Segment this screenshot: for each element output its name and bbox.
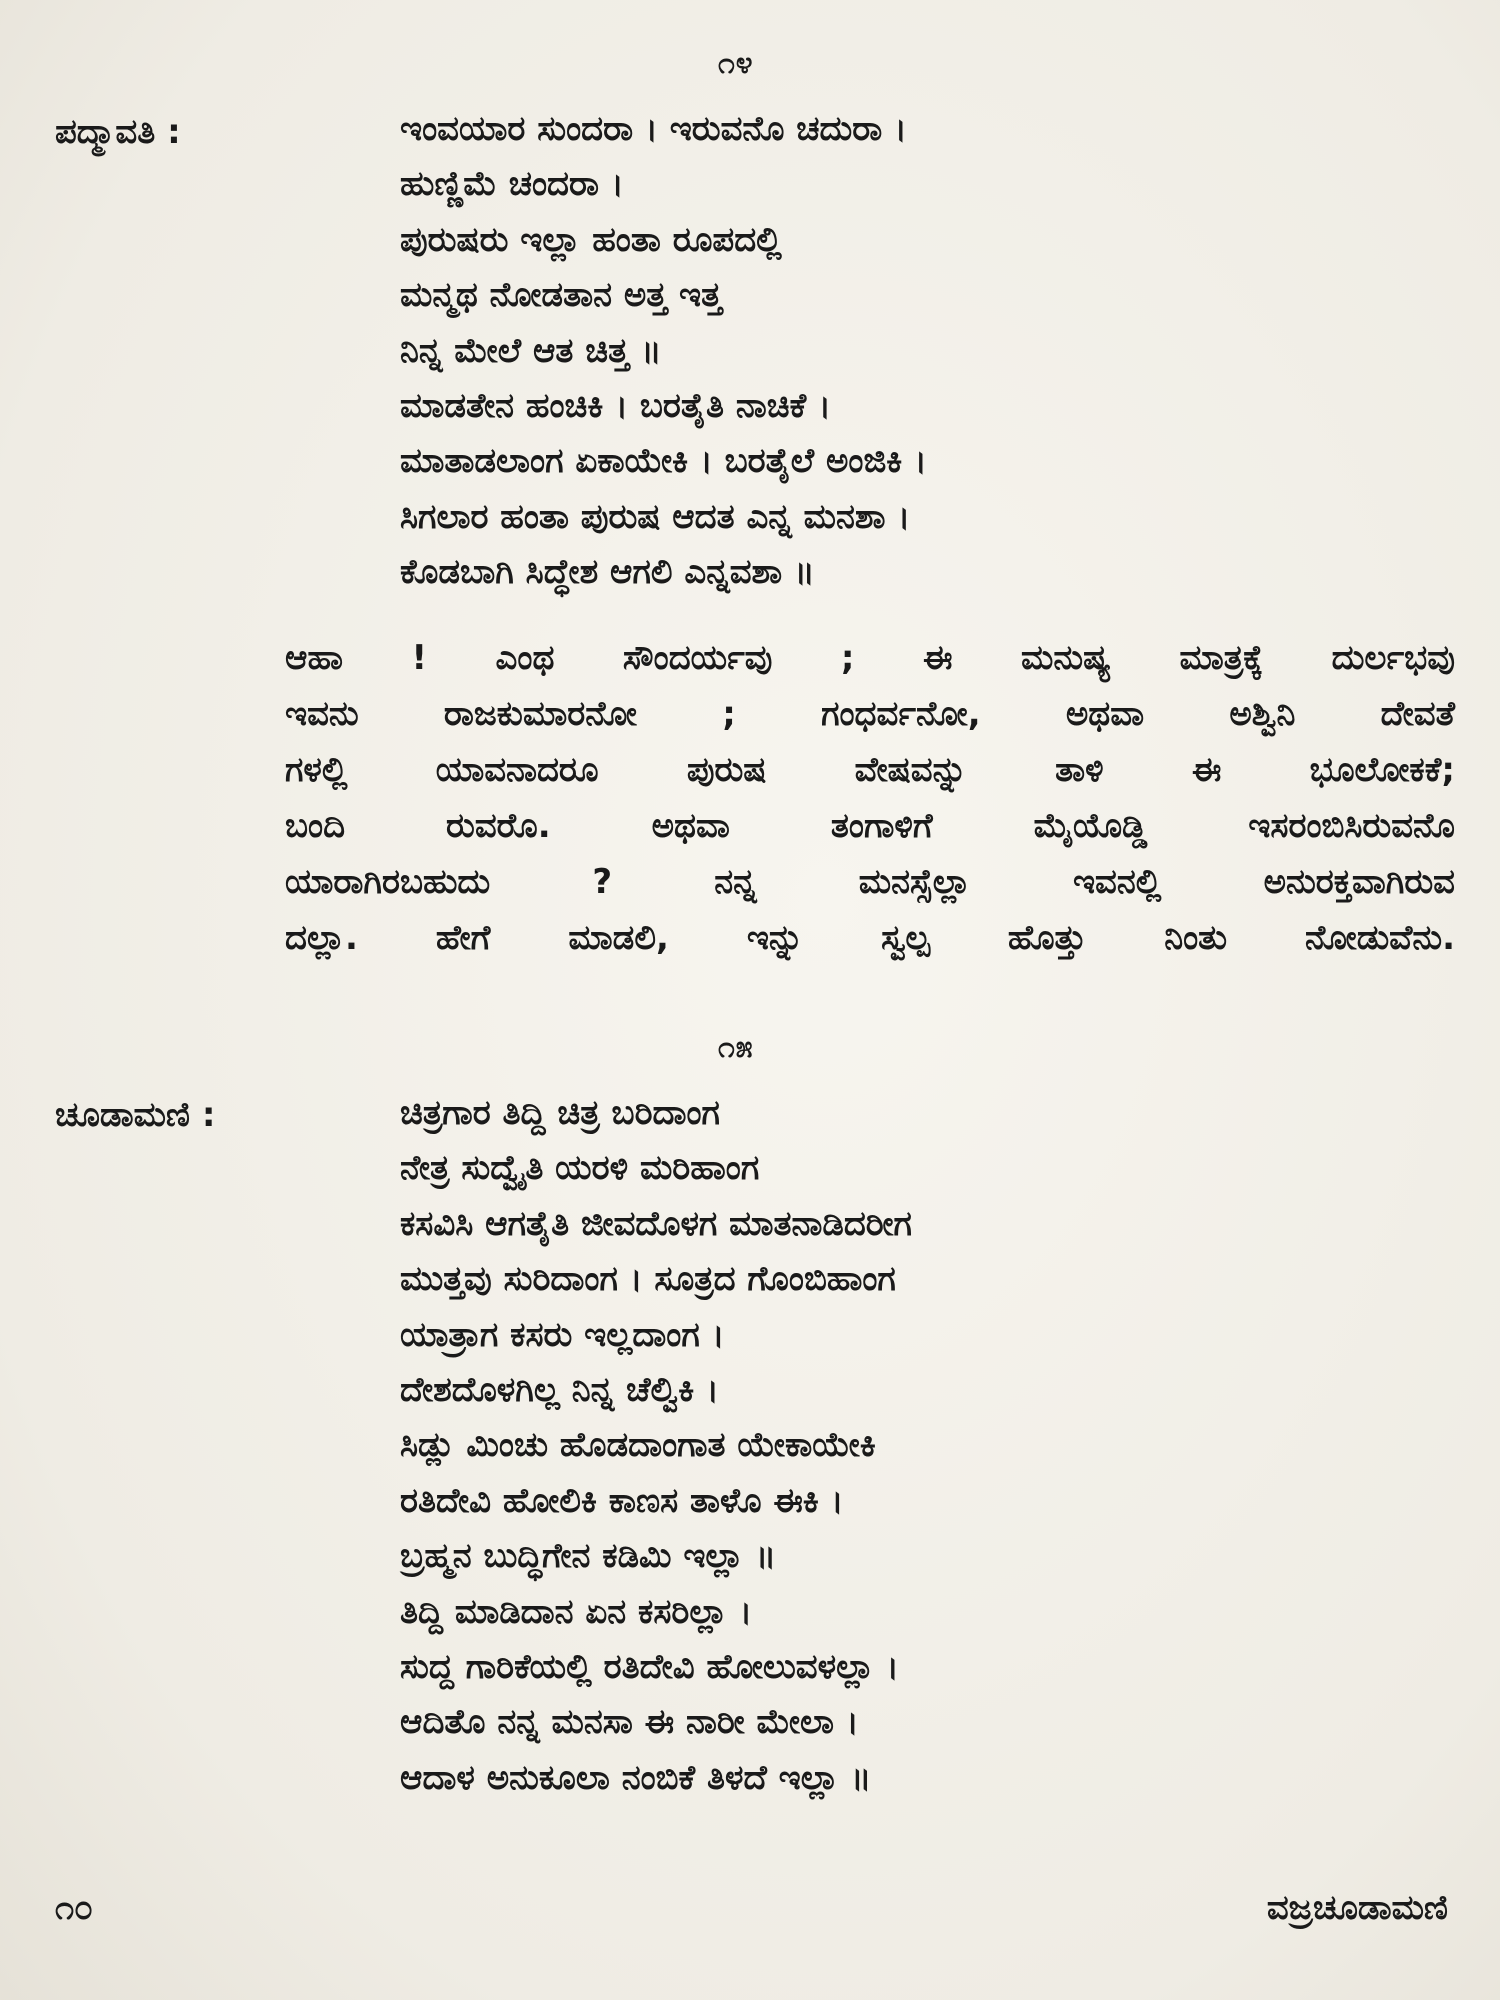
verse-line: ಮಾಡತೇನ ಹಂಚಿಕಿ । ಬರತೈತಿ ನಾಚಿಕೆ । [400, 385, 832, 426]
verse-line: ಇಂವಯಾರ ಸುಂದರಾ । ಇರುವನೊ ಚದುರಾ । [400, 109, 907, 149]
verse-line: ನೇತ್ರ ಸುದ್ವೈತಿ ಯರಳಿ ಮರಿಹಾಂಗ [400, 1148, 760, 1189]
verse-line: ರತಿದೇವಿ ಹೋಲಿಕಿ ಕಾಣಸ ತಾಳೊ ಈಕಿ । [400, 1480, 844, 1521]
verse-line: ಮುತ್ತವು ಸುರಿದಾಂಗ । ಸೂತ್ರದ ಗೊಂಬಿಹಾಂಗ [400, 1259, 896, 1300]
prose-line: ಆಹಾ ! ಎಂಥ ಸೌಂದರ್ಯವು ; ಈ ಮನುಷ್ಯ ಮಾತ್ರಕ್ಕೆ ದುರ್ಲಭವು [285, 638, 1455, 678]
verse-line: ಮನ್ಮಥ ನೋಡತಾನ ಅತ್ತ ಇತ್ತ [400, 275, 722, 316]
page-number: ೧೦ [55, 1888, 94, 1928]
prose-line: ಯಾರಾಗಿರಬಹುದು ? ನನ್ನ ಮನಸ್ಸೆಲ್ಲಾ ಇವನಲ್ಲಿ ಅನುರಕ್ತವಾಗಿರುವ [285, 862, 1455, 902]
verse-line: ಸಿಡ್ಲು ಮಿಂಚು ಹೊಡದಾಂಗಾತ ಯೇಕಾಯೇಕಿ [400, 1425, 876, 1466]
verse-line: ಪುರುಷರು ಇಲ್ಲಾ ಹಂತಾ ರೂಪದಲ್ಲಿ [400, 219, 782, 260]
verse-line: ದೇಶದೊಳಗಿಲ್ಲ ನಿನ್ನ ಚೆಲ್ವಿಕಿ । [400, 1369, 719, 1410]
verse-line: ಸಿಗಲಾರ ಹಂತಾ ಪುರುಷ ಆದತ ಎನ್ನ ಮನಶಾ । [400, 496, 911, 537]
speaker-chudamani: ಚೂಡಾಮಣಿ : [55, 1095, 216, 1135]
verse-line: ಆದಾಳ ಅನುಕೂಲಾ ನಂಬಿಕೆ ತಿಳದೆ ಇಲ್ಲಾ ॥ [400, 1757, 872, 1798]
running-footer-title: ವಜ್ರಚೂಡಾಮಣಿ [1266, 1888, 1448, 1928]
prose-line: ದಲ್ಲಾ. ಹೇಗೆ ಮಾಡಲಿ, ಇನ್ನು ಸ್ವಲ್ಪ ಹೊತ್ತು ನಿಂತು ನೋಡುವೆನು. [285, 918, 1455, 958]
chudamani-verse [400, 1086, 912, 1806]
section-number-15: ೧೫ [718, 1030, 754, 1065]
verse-line: ಬ್ರಹ್ಮನ ಬುದ್ಧಿಗೇನ ಕಡಿಮಿ ಇಲ್ಲಾ ॥ [400, 1536, 777, 1577]
verse-line: ಕೊಡಬಾಗಿ ಸಿದ್ಧೇಶ ಆಗಲಿ ಎನ್ನವಶಾ ॥ [400, 552, 815, 593]
section-number-14: ೧೪ [718, 46, 754, 81]
verse-line: ಆದಿತೊ ನನ್ನ ಮನಸಾ ಈ ನಾರೀ ಮೇಲಾ । [400, 1702, 859, 1743]
padmavati-prose [285, 630, 1455, 966]
prose-line: ಬಂದಿ ರುವರೊ. ಅಥವಾ ತಂಗಾಳಿಗೆ ಮೈಯೊಡ್ಡಿ ಇಸರಂಬಿಸಿರುವನೊ [285, 806, 1455, 846]
speaker-padmavati: ಪದ್ಮಾವತಿ : [55, 112, 181, 152]
verse-line: ಸುದ್ದ ಗಾರಿಕೆಯಲ್ಲಿ ರತಿದೇವಿ ಹೋಲುವಳಲ್ಲಾ । [400, 1646, 899, 1687]
verse-line: ಕಸವಿಸಿ ಆಗತೈತಿ ಜೀವದೊಳಗ ಮಾತನಾಡಿದರೀಗ [400, 1203, 912, 1244]
padmavati-verse [400, 102, 927, 601]
verse-line: ಹುಣ್ಣಿಮೆ ಚಂದರಾ । [400, 164, 624, 205]
prose-line: ಇವನು ರಾಜಕುಮಾರನೋ ; ಗಂಧರ್ವನೋ, ಅಥವಾ ಅಶ್ವಿನಿ ದೇವತೆ [285, 694, 1455, 734]
verse-line: ಯಾತ್ರಾಗ ಕಸರು ಇಲ್ಲದಾಂಗ । [400, 1314, 725, 1355]
verse-line: ಚಿತ್ರಗಾರ ತಿದ್ದಿ ಚಿತ್ರ ಬರಿದಾಂಗ [400, 1093, 720, 1133]
verse-line: ನಿನ್ನ ಮೇಲೆ ಆತ ಚಿತ್ತ ॥ [400, 330, 662, 371]
prose-line: ಗಳಲ್ಲಿ ಯಾವನಾದರೂ ಪುರುಷ ವೇಷವನ್ನು ತಾಳಿ ಈ ಭೂಲೋಕಕೆ; [285, 750, 1455, 790]
verse-line: ತಿದ್ದಿ ಮಾಡಿದಾನ ಏನ ಕಸರಿಲ್ಲಾ । [400, 1591, 753, 1632]
verse-line: ಮಾತಾಡಲಾಂಗ ಏಕಾಯೇಕಿ । ಬರತೈಲೆ ಅಂಜಿಕಿ । [400, 441, 927, 482]
